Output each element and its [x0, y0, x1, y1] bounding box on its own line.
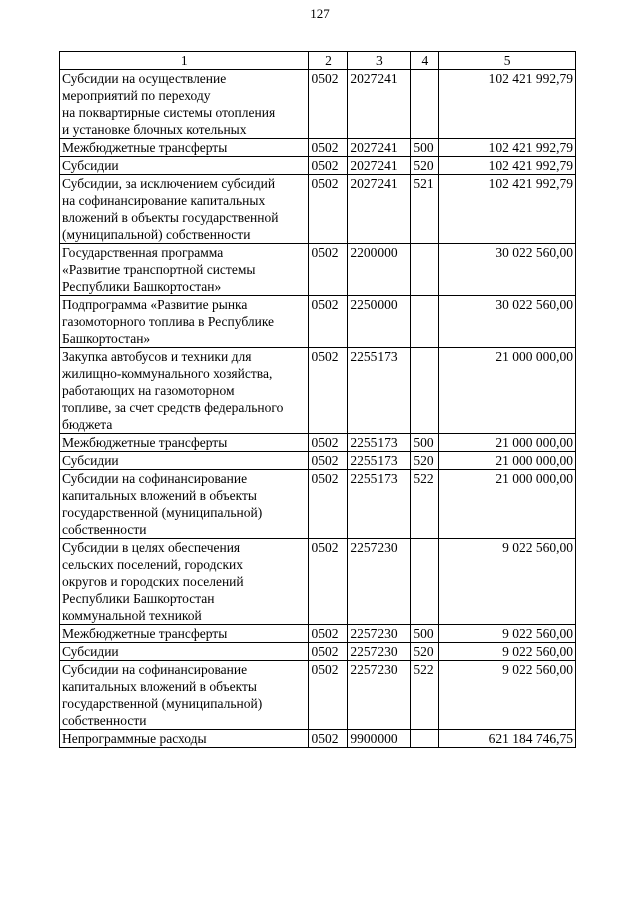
row-type-cell	[411, 70, 439, 139]
row-article-cell: 2255173	[348, 348, 411, 434]
row-name-cell: Закупка автобусов и техники для жилищно-коммунального хозяйства, работающих на газомоторном топливе, за счет средств федерального бюджета	[60, 348, 309, 434]
row-amount-cell: 9 022 560,00	[439, 625, 576, 643]
row-amount-cell: 21 000 000,00	[439, 348, 576, 434]
row-amount-cell: 21 000 000,00	[439, 470, 576, 539]
row-section-cell: 0502	[309, 175, 348, 244]
row-article-cell: 2250000	[348, 296, 411, 348]
row-amount-cell: 102 421 992,79	[439, 157, 576, 175]
table-row	[60, 296, 576, 348]
row-amount-cell: 102 421 992,79	[439, 70, 576, 139]
row-amount-cell: 9 022 560,00	[439, 539, 576, 625]
row-name-cell: Межбюджетные трансферты	[60, 139, 309, 157]
column-header: 2	[309, 52, 348, 70]
row-section-cell: 0502	[309, 539, 348, 625]
table-row	[60, 625, 576, 643]
row-section-cell: 0502	[309, 625, 348, 643]
table-row	[60, 244, 576, 296]
row-type-cell	[411, 348, 439, 434]
budget-table	[59, 51, 576, 748]
table-row	[60, 70, 576, 139]
row-amount-cell: 21 000 000,00	[439, 434, 576, 452]
table-body	[60, 70, 576, 748]
row-type-cell: 500	[411, 139, 439, 157]
row-article-cell: 2257230	[348, 661, 411, 730]
page-number: 127	[310, 6, 330, 21]
table-row	[60, 434, 576, 452]
row-name-cell: Субсидии в целях обеспечения сельских поселений, городских округов и городских поселений Республики Башкортостан коммунальной техникой	[60, 539, 309, 625]
column-header: 4	[411, 52, 439, 70]
row-type-cell	[411, 730, 439, 748]
row-type-cell: 520	[411, 157, 439, 175]
row-name-cell: Непрограммные расходы	[60, 730, 309, 748]
row-amount-cell: 621 184 746,75	[439, 730, 576, 748]
table-row	[60, 730, 576, 748]
row-article-cell: 2027241	[348, 70, 411, 139]
row-section-cell: 0502	[309, 157, 348, 175]
row-section-cell: 0502	[309, 70, 348, 139]
row-article-cell: 2257230	[348, 625, 411, 643]
row-section-cell: 0502	[309, 730, 348, 748]
table-row	[60, 661, 576, 730]
row-article-cell: 9900000	[348, 730, 411, 748]
column-header: 1	[60, 52, 309, 70]
row-article-cell: 2255173	[348, 434, 411, 452]
row-section-cell: 0502	[309, 661, 348, 730]
row-type-cell: 520	[411, 452, 439, 470]
header-row	[60, 52, 576, 70]
row-amount-cell: 9 022 560,00	[439, 643, 576, 661]
row-article-cell: 2255173	[348, 452, 411, 470]
row-name-cell: Подпрограмма «Развитие рынка газомоторного топлива в Республике Башкортостан»	[60, 296, 309, 348]
row-section-cell: 0502	[309, 244, 348, 296]
table-row	[60, 470, 576, 539]
row-article-cell: 2200000	[348, 244, 411, 296]
row-amount-cell: 102 421 992,79	[439, 139, 576, 157]
row-type-cell: 520	[411, 643, 439, 661]
table-row	[60, 139, 576, 157]
row-name-cell: Государственная программа «Развитие транспортной системы Республики Башкортостан»	[60, 244, 309, 296]
table-row	[60, 643, 576, 661]
row-type-cell: 522	[411, 661, 439, 730]
row-amount-cell: 9 022 560,00	[439, 661, 576, 730]
table-row	[60, 539, 576, 625]
table-row	[60, 157, 576, 175]
row-name-cell: Межбюджетные трансферты	[60, 434, 309, 452]
row-article-cell: 2255173	[348, 470, 411, 539]
row-section-cell: 0502	[309, 470, 348, 539]
row-section-cell: 0502	[309, 296, 348, 348]
row-name-cell: Субсидии	[60, 157, 309, 175]
row-name-cell: Субсидии	[60, 643, 309, 661]
row-type-cell	[411, 539, 439, 625]
row-name-cell: Межбюджетные трансферты	[60, 625, 309, 643]
column-header: 3	[348, 52, 411, 70]
row-article-cell: 2257230	[348, 643, 411, 661]
row-name-cell: Субсидии	[60, 452, 309, 470]
row-article-cell: 2027241	[348, 157, 411, 175]
row-section-cell: 0502	[309, 452, 348, 470]
row-type-cell	[411, 244, 439, 296]
row-amount-cell: 30 022 560,00	[439, 296, 576, 348]
row-section-cell: 0502	[309, 139, 348, 157]
row-name-cell: Субсидии на софинансирование капитальных вложений в объекты государственной (муниципальной) собственности	[60, 661, 309, 730]
column-header: 5	[439, 52, 576, 70]
row-name-cell: Субсидии на осуществление мероприятий по переходу на поквартирные системы отопления и установке блочных котельных	[60, 70, 309, 139]
row-section-cell: 0502	[309, 434, 348, 452]
row-name-cell: Субсидии, за исключением субсидий на софинансирование капитальных вложений в объекты государственной (муниципальной) собственности	[60, 175, 309, 244]
row-amount-cell: 30 022 560,00	[439, 244, 576, 296]
row-type-cell: 522	[411, 470, 439, 539]
row-amount-cell: 102 421 992,79	[439, 175, 576, 244]
row-type-cell: 500	[411, 434, 439, 452]
row-article-cell: 2257230	[348, 539, 411, 625]
row-section-cell: 0502	[309, 348, 348, 434]
row-section-cell: 0502	[309, 643, 348, 661]
table-row	[60, 452, 576, 470]
table-row	[60, 348, 576, 434]
row-type-cell: 500	[411, 625, 439, 643]
row-article-cell: 2027241	[348, 139, 411, 157]
row-name-cell: Субсидии на софинансирование капитальных вложений в объекты государственной (муниципальной) собственности	[60, 470, 309, 539]
row-type-cell	[411, 296, 439, 348]
row-type-cell: 521	[411, 175, 439, 244]
row-amount-cell: 21 000 000,00	[439, 452, 576, 470]
row-article-cell: 2027241	[348, 175, 411, 244]
table-row	[60, 175, 576, 244]
